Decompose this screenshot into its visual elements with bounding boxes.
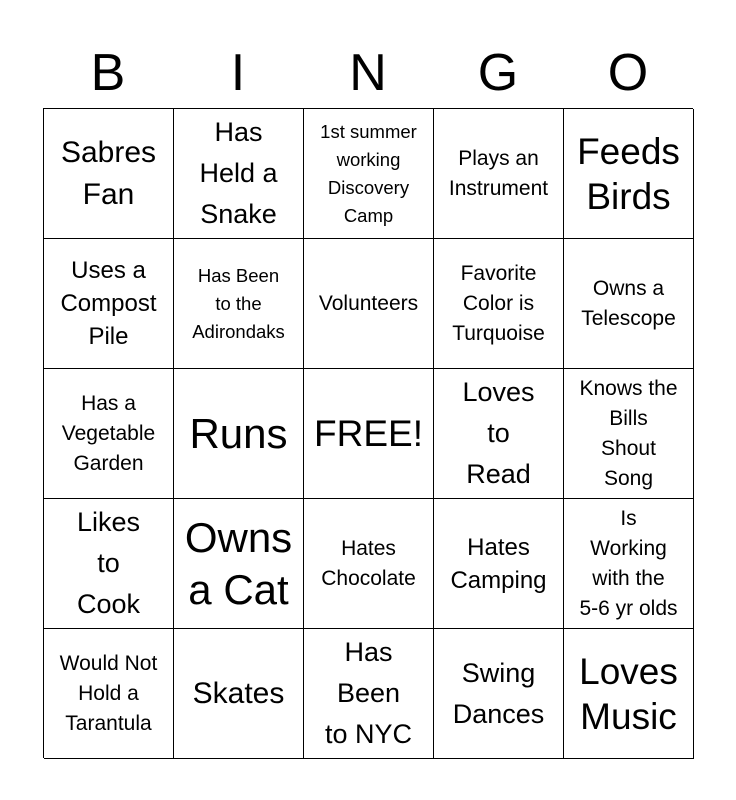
cell-text-line: Tarantula (65, 711, 152, 735)
bingo-cell[interactable] (44, 369, 174, 499)
cell-text-line: 5-6 yr olds (579, 596, 678, 620)
cell-text-line: Shout (601, 436, 656, 460)
cell-text-line: Has (344, 637, 393, 667)
bingo-cell[interactable] (304, 499, 434, 629)
cell-text-line: Is (620, 506, 637, 530)
header-letter-i: I (230, 44, 246, 102)
cell-text-line: Color is (462, 291, 535, 315)
cell-text-line: Music (580, 695, 677, 737)
cell-text-line: Hates (467, 533, 530, 561)
cell-text-line: Has Been (197, 264, 280, 286)
cell-text-line: Loves (462, 377, 535, 407)
cell-text-line: to (97, 548, 120, 578)
cell-text-line: Song (603, 466, 654, 490)
cell-text-line: Uses a (71, 257, 146, 284)
header-letter-n: N (349, 44, 387, 102)
cell-text-line: Working (590, 536, 667, 560)
bingo-cell[interactable] (44, 109, 174, 239)
cell-text-line: Would Not (59, 651, 158, 675)
bingo-header (43, 38, 693, 108)
cell-text-line: 1st summer (320, 120, 417, 142)
cell-text-line: Runs (189, 409, 288, 457)
header-letter-b: B (90, 44, 126, 102)
bingo-cell[interactable] (564, 109, 694, 239)
bingo-cell[interactable] (434, 629, 564, 759)
cell-text-line: Been (336, 678, 401, 708)
bingo-cell[interactable] (434, 369, 564, 499)
cell-text-line: Plays an (458, 146, 539, 170)
cell-text-line: Fan (82, 177, 135, 211)
cell-text-line: Instrument (448, 176, 549, 200)
cell-text-line: Knows the (579, 376, 678, 400)
cell-text-line: Read (466, 459, 531, 489)
cell-text-line: Cook (76, 589, 141, 619)
header-letter-g: G (477, 44, 519, 102)
cell-text-line: Owns a (592, 276, 665, 300)
cell-text-line: Chocolate (321, 566, 416, 590)
cell-text-line: to (487, 418, 510, 448)
cell-text-line: Likes (76, 507, 141, 537)
cell-text-line: working (336, 148, 401, 170)
bingo-cell[interactable] (174, 499, 304, 629)
cell-text-line: Garden (73, 451, 144, 475)
bingo-cell[interactable] (564, 629, 694, 759)
bingo-cell[interactable] (434, 109, 564, 239)
cell-text-line: Telescope (581, 306, 676, 330)
cell-text-line: Has (214, 117, 263, 147)
bingo-cell[interactable] (564, 369, 694, 499)
bingo-cell[interactable] (304, 239, 434, 369)
bingo-cell[interactable] (44, 239, 174, 369)
cell-text-line: Dances (452, 698, 545, 729)
cell-text-line: Bills (609, 406, 648, 430)
cell-text-line: Loves (579, 650, 678, 692)
header-letter-o: O (607, 44, 649, 102)
cell-text-line: Turquoise (452, 321, 545, 345)
bingo-cell[interactable] (434, 499, 564, 629)
cell-text-line: with the (592, 566, 665, 590)
bingo-cell[interactable] (174, 369, 304, 499)
bingo-cell[interactable] (44, 499, 174, 629)
cell-text-line: Camp (343, 204, 394, 226)
cell-text-line: Birds (586, 175, 671, 217)
bingo-cell[interactable] (564, 239, 694, 369)
cell-text-line: Volunteers (318, 291, 419, 315)
cell-text-line: Pile (88, 323, 129, 350)
cell-text-line: Discovery (327, 176, 410, 198)
cell-text-line: Camping (450, 566, 547, 594)
bingo-cell[interactable] (174, 239, 304, 369)
cell-text-line: Swing (461, 657, 536, 688)
cell-text-line: Snake (200, 199, 277, 229)
cell-text-line: a Cat (188, 565, 289, 613)
bingo-cell-free[interactable] (304, 369, 434, 499)
cell-text-line: Hates (341, 536, 396, 560)
cell-text-line: Compost (60, 290, 157, 317)
bingo-cell[interactable] (434, 239, 564, 369)
cell-text-line: Adirondaks (192, 320, 285, 342)
free-space-label: FREE! (314, 413, 423, 454)
cell-text-line: Skates (192, 676, 285, 710)
cell-text-line: Vegetable (61, 421, 156, 445)
bingo-cell[interactable] (304, 629, 434, 759)
cell-text-line: Favorite (460, 261, 537, 285)
cell-text-line: Owns (184, 513, 293, 561)
bingo-cell[interactable] (174, 109, 304, 239)
cell-text-line: Feeds (577, 130, 680, 172)
cell-text-line: to the (215, 292, 262, 314)
bingo-cell[interactable] (564, 499, 694, 629)
cell-text-line: Sabres (60, 135, 157, 169)
bingo-cell[interactable] (304, 109, 434, 239)
cell-text-line: to NYC (324, 719, 413, 749)
cell-text-line: Has a (81, 391, 136, 415)
bingo-cell[interactable] (44, 629, 174, 759)
cell-text-line: Hold a (78, 681, 139, 705)
cell-text-line: Held a (199, 158, 278, 188)
bingo-board (43, 108, 693, 758)
bingo-cell[interactable] (174, 629, 304, 759)
